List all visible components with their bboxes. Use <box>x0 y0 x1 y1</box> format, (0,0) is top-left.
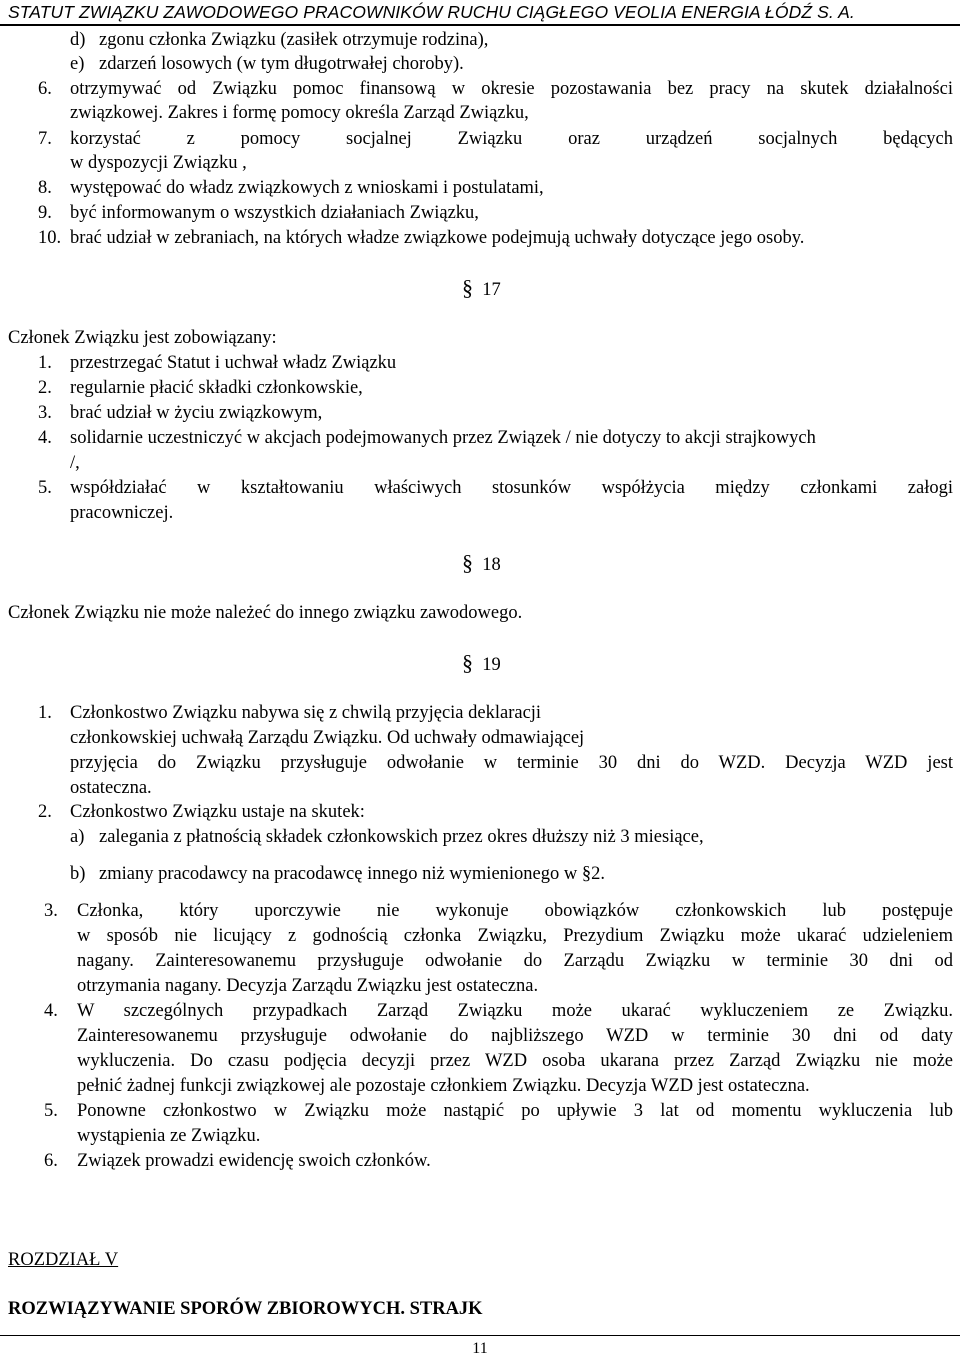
list-item: Członkostwo Związku nabywa się z chwilą przyjęcia deklaracji <box>70 703 542 723</box>
list-item: być informowanym o wszystkich działaniach Związku, <box>70 203 479 223</box>
item-number: 6. <box>44 1151 58 1171</box>
paragraph-symbol: § <box>462 275 473 300</box>
list-item: Związek prowadzi ewidencję swoich członków. <box>77 1151 431 1171</box>
list-item: współdziałać w kształtowaniu właściwych stosunków współżycia między członkami załogi <box>70 478 953 498</box>
list-item: zgonu członka Związku (zasiłek otrzymuje rodzina), <box>99 30 489 50</box>
list-item: Ponowne członkostwo w Związku może nastąpić po upływie 3 lat od momentu wykluczenia lub <box>77 1101 953 1121</box>
paragraph-text: Członek Związku nie może należeć do innego związku zawodowego. <box>8 603 523 623</box>
list-item: regularnie płacić składki członkowskie, <box>70 378 363 398</box>
list-item: w dyspozycji Związku , <box>70 153 247 173</box>
item-number: 4. <box>38 428 52 448</box>
item-number: 2. <box>38 378 52 398</box>
list-item: związkowej. Zakres i formę pomocy określa Zarząd Związku, <box>70 103 529 123</box>
paragraph-intro: Członek Związku jest zobowiązany: <box>8 328 277 348</box>
item-number: 6. <box>38 79 52 99</box>
list-item: /, <box>70 453 80 473</box>
item-number: 3. <box>44 901 58 921</box>
section-heading-17 <box>462 276 501 302</box>
list-item: Członkostwo Związku ustaje na skutek: <box>70 802 365 822</box>
item-number: 2. <box>38 802 52 822</box>
list-label: e) <box>70 54 85 74</box>
list-item: ostateczna. <box>70 778 152 798</box>
list-item: solidarnie uczestniczyć w akcjach podejmowanych przez Związek / nie dotyczy to akcji strajkowych <box>70 428 816 448</box>
paragraph-symbol: § <box>462 650 473 675</box>
section-heading-19 <box>462 651 501 677</box>
paragraph-symbol: § <box>462 550 473 575</box>
section-number: 18 <box>482 555 501 575</box>
list-item: pełnić żadnej funkcji związkowej ale pozostaje członkiem Związku. Decyzja WZD jest ostateczna. <box>77 1076 810 1096</box>
chapter-heading: ROZDZIAŁ V <box>8 1250 119 1270</box>
list-item: W szczególnych przypadkach Zarząd Związku może ukarać wykluczeniem ze Związku. <box>77 1001 953 1021</box>
list-item: zmiany pracodawcy na pracodawcę innego niż wymienionego w §2. <box>99 864 605 884</box>
item-number: 5. <box>38 478 52 498</box>
list-item: otrzymania nagany. Decyzja Zarządu Związku jest ostateczna. <box>77 976 539 996</box>
section-number: 19 <box>482 655 501 675</box>
list-item: pracowniczej. <box>70 503 174 523</box>
item-number: 5. <box>44 1101 58 1121</box>
item-number: 1. <box>38 703 52 723</box>
section-number: 17 <box>482 280 501 300</box>
running-header: STATUT ZWIĄZKU ZAWODOWEGO PRACOWNIKÓW RUCHU CIĄGŁEGO VEOLIA ENERGIA ŁÓDŹ S. A. <box>8 2 855 22</box>
list-label: a) <box>70 827 85 847</box>
list-item: przyjęcia do Związku przysługuje odwołanie w terminie 30 dni do WZD. Decyzja WZD jest <box>70 753 953 773</box>
list-item: zalegania z płatnością składek członkowskich przez okres dłuższy niż 3 miesiące, <box>99 827 704 847</box>
list-item: otrzymywać od Związku pomoc finansową w okresie pozostawania bez pracy na skutek działalności <box>70 79 953 99</box>
header-rule <box>0 24 960 26</box>
item-number: 8. <box>38 178 52 198</box>
item-number: 1. <box>38 353 52 373</box>
page-number: 11 <box>472 1340 488 1357</box>
chapter-title: ROZWIĄZYWANIE SPORÓW ZBIOROWYCH. STRAJK <box>8 1299 483 1319</box>
list-item: członkowskiej uchwałą Zarządu Związku. Od uchwały odmawiającej <box>70 728 585 748</box>
footer-rule <box>0 1335 960 1336</box>
list-item: wykluczenia. Do czasu podjęcia decyzji przez WZD osoba ukarana przez Zarząd Związku nie może <box>77 1051 953 1071</box>
list-item: brać udział w życiu związkowym, <box>70 403 323 423</box>
item-number: 3. <box>38 403 52 423</box>
item-number: 10. <box>38 228 62 248</box>
list-label: b) <box>70 864 86 884</box>
list-item: w sposób nie licujący z godnością członka Związku, Prezydium Związku może ukarać udzieleniem <box>77 926 953 946</box>
list-item: przestrzegać Statut i uchwał władz Związku <box>70 353 397 373</box>
list-label: d) <box>70 30 86 50</box>
list-item: Zainteresowanemu przysługuje odwołanie do najbliższego WZD w terminie 30 dni od daty <box>77 1026 953 1046</box>
list-item: zdarzeń losowych (w tym długotrwałej choroby). <box>99 54 464 74</box>
item-number: 7. <box>38 129 52 149</box>
item-number: 9. <box>38 203 52 223</box>
list-item: brać udział w zebraniach, na których władze związkowe podejmują uchwały dotyczące jego osoby. <box>70 228 805 248</box>
item-number: 4. <box>44 1001 58 1021</box>
section-heading-18 <box>462 551 501 577</box>
list-item: występować do władz związkowych z wnioskami i postulatami, <box>70 178 544 198</box>
list-item: wystąpienia ze Związku. <box>77 1126 261 1146</box>
list-item: nagany. Zainteresowanemu przysługuje odwołanie do Zarządu Związku w terminie 30 dni od <box>77 951 953 971</box>
list-item: korzystać z pomocy socjalnej Związku oraz urządzeń socjalnych będących <box>70 129 953 149</box>
list-item: Członka, który uporczywie nie wykonuje obowiązków członkowskich lub postępuje <box>77 901 953 921</box>
